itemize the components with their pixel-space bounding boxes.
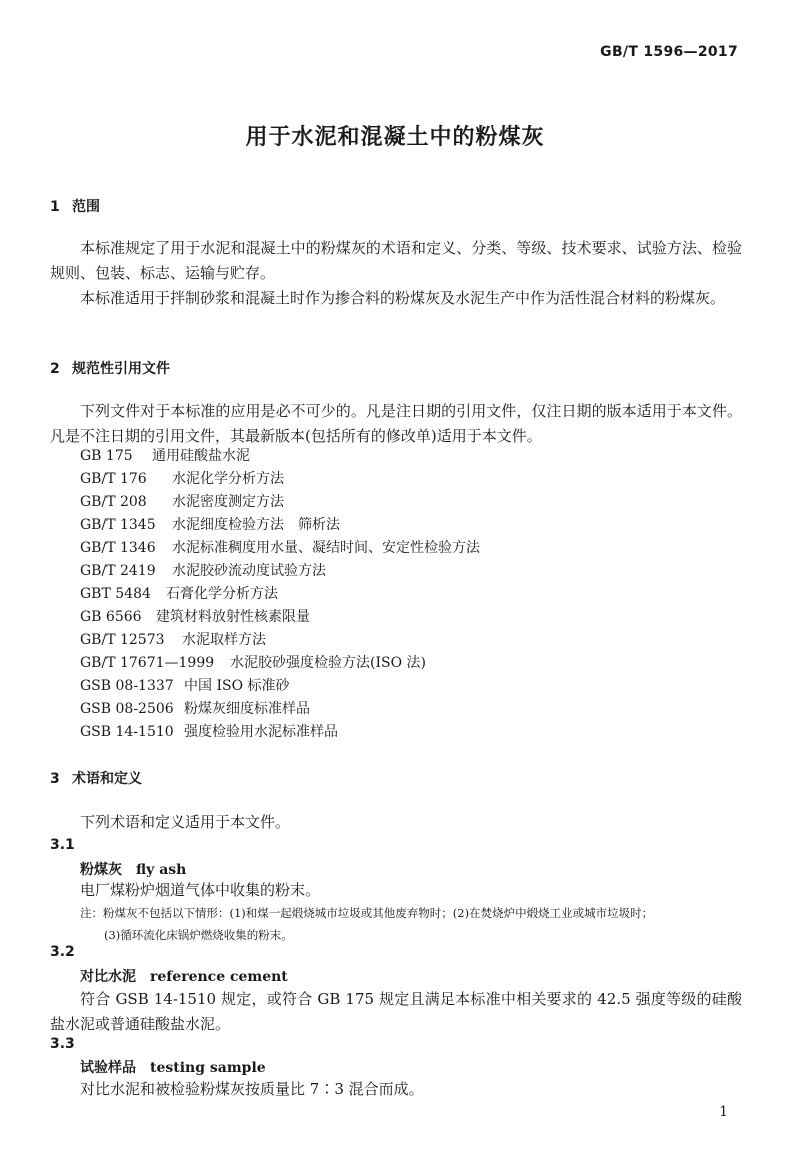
terms-intro: 下列术语和定义适用于本文件。	[80, 813, 291, 831]
reference-item: GB/T 208 水泥密度测定方法	[80, 494, 284, 510]
scope-paragraph-2: 本标准适用于拌制砂浆和混凝土时作为掺合料的粉煤灰及水泥生产中作为活性混合材料的粉煤灰。	[80, 289, 726, 307]
term-heading	[80, 966, 288, 986]
note-line: (3)循环流化床锅炉燃烧收集的粉末。	[104, 928, 293, 942]
page-number: 1	[719, 1104, 728, 1120]
term-heading	[80, 1057, 266, 1077]
term-chinese: 粉煤灰	[80, 862, 122, 878]
term-definition: 符合 GSB 14-1510 规定，或符合 GB 175 规定且满足本标准中相关要求的 42.5 强度等级的硅酸盐水泥或普通硅酸盐水泥。	[50, 990, 742, 1033]
references-intro: 下列文件对于本标准的应用是必不可少的。凡是注日期的引用文件，仅注日期的版本适用于本文件。凡是不注日期的引用文件，其最新版本(包括所有的修改单)适用于本文件。	[50, 402, 742, 445]
term-definition: 电厂煤粉炉烟道气体中收集的粉末。	[80, 881, 321, 899]
reference-item: GB 6566 建筑材料放射性核素限量	[80, 609, 310, 625]
reference-item: GSB 08-1337 中国 ISO 标准砂	[80, 678, 290, 694]
term-english: reference cement	[150, 969, 288, 985]
reference-item: GB/T 12573 水泥取样方法	[80, 632, 266, 648]
document-title: 用于水泥和混凝土中的粉煤灰	[245, 125, 545, 150]
term-english: fly ash	[136, 862, 187, 878]
reference-item: GB/T 2419 水泥胶砂流动度试验方法	[80, 563, 326, 579]
reference-item: GB/T 1346 水泥标准稠度用水量、凝结时间、安定性检验方法	[80, 540, 480, 556]
section-title: 范围	[72, 199, 100, 215]
reference-item: GSB 08-2506 粉煤灰细度标准样品	[80, 701, 310, 717]
section-number: 2	[50, 361, 60, 377]
term-note	[80, 902, 745, 946]
reference-item: GBT 5484 石膏化学分析方法	[80, 586, 278, 602]
section-title: 术语和定义	[72, 771, 142, 787]
reference-item: GB/T 176 水泥化学分析方法	[80, 471, 284, 487]
section-heading-scope	[50, 196, 100, 216]
reference-item: GB/T 17671—1999 水泥胶砂强度检验方法(ISO 法)	[80, 655, 426, 671]
reference-item: GB 175 通用硅酸盐水泥	[80, 448, 250, 464]
scope-paragraph-1: 本标准规定了用于水泥和混凝土中的粉煤灰的术语和定义、分类、等级、技术要求、试验方法、检验规则、包装、标志、运输与贮存。	[50, 239, 742, 282]
note-line: 注：粉煤灰不包括以下情形：(1)和煤一起煅烧城市垃圾或其他废弃物时；(2)在焚烧炉中煅烧工业或城市垃圾时；	[80, 906, 654, 920]
standard-number: GB/T 1596—2017	[600, 44, 738, 60]
reference-item: GB/T 1345 水泥细度检验方法 筛析法	[80, 517, 340, 533]
reference-item: GSB 14-1510 强度检验用水泥标准样品	[80, 724, 338, 740]
term-heading	[80, 859, 186, 879]
term-number: 3.1	[50, 837, 75, 853]
section-heading-normative-references	[50, 358, 170, 378]
section-title: 规范性引用文件	[72, 361, 170, 377]
section-number: 3	[50, 771, 60, 787]
term-number: 3.2	[50, 944, 75, 960]
term-chinese: 试验样品	[80, 1060, 136, 1076]
term-english: testing sample	[150, 1060, 266, 1076]
term-chinese: 对比水泥	[80, 969, 136, 985]
term-definition: 对比水泥和被检验粉煤灰按质量比 7∶3 混合而成。	[80, 1080, 424, 1098]
section-heading-terms	[50, 768, 142, 788]
term-number: 3.3	[50, 1036, 75, 1052]
section-number: 1	[50, 199, 60, 215]
